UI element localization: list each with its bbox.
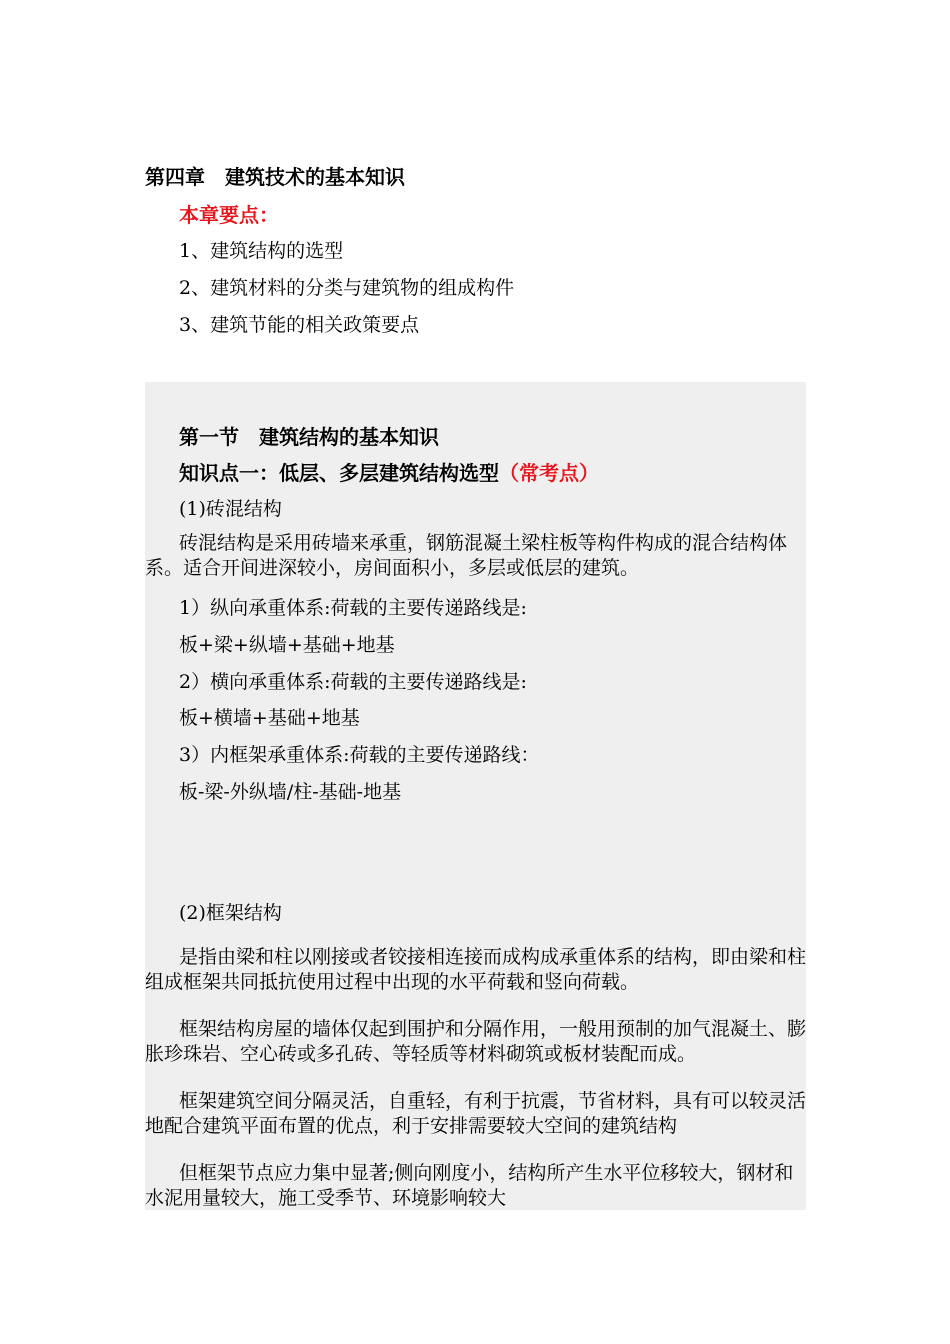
key-point-1: 1、建筑结构的选型 — [179, 240, 344, 262]
brick-item-5: 3）内框架承重体系:荷载的主要传递路线： — [179, 744, 540, 766]
brick-description: 砖混结构是采用砖墙来承重，钢筋混凝土梁柱板等构件构成的混合结构体系。适合开间进深较小，房间面积小，多层或低层的建筑。 — [145, 532, 788, 579]
brick-heading: (1)砖混结构 — [179, 498, 282, 520]
frame-paragraph-1: 是指由梁和柱以刚接或者铰接相连接而成构成承重体系的结构，即由梁和柱组成框架共同抵抗使用过程中出现的水平荷载和竖向荷载。 — [145, 946, 807, 993]
key-point-2: 2、建筑材料的分类与建筑物的组成构件 — [179, 277, 515, 299]
key-points-label: 本章要点： — [179, 203, 279, 227]
brick-item-3: 2）横向承重体系:荷载的主要传递路线是: — [179, 671, 527, 693]
brick-item-6: 板-梁-外纵墙/柱-基础-地基 — [179, 781, 402, 803]
frame-heading: (2)框架结构 — [179, 902, 282, 924]
brick-item-1: 1）纵向承重体系:荷载的主要传递路线是: — [179, 597, 527, 619]
frame-paragraph-3: 框架建筑空间分隔灵活，自重轻，有利于抗震，节省材料，具有可以较灵活地配合建筑平面布置的优点，利于安排需要较大空间的建筑结构 — [145, 1090, 807, 1137]
section-title: 第一节 建筑结构的基本知识 — [179, 425, 439, 449]
frame-paragraph-4: 但框架节点应力集中显著;侧向刚度小，结构所产生水平位移较大，钢材和水泥用量较大，施工受季节、环境影响较大 — [145, 1162, 794, 1209]
knowledge-point-label: 知识点一：低层、多层建筑结构选型 — [179, 461, 499, 485]
chapter-title: 第四章 建筑技术的基本知识 — [145, 165, 405, 189]
knowledge-point-tag: （常考点） — [499, 461, 599, 485]
brick-item-2: 板+梁+纵墙+基础+地基 — [179, 634, 395, 656]
knowledge-point-title — [179, 457, 599, 486]
frame-paragraph-2: 框架结构房屋的墙体仅起到围护和分隔作用，一般用预制的加气混凝土、膨胀珍珠岩、空心砖或多孔砖、等轻质等材料砌筑或板材装配而成。 — [145, 1018, 807, 1065]
brick-item-4: 板+横墙+基础+地基 — [179, 707, 360, 729]
key-point-3: 3、建筑节能的相关政策要点 — [179, 314, 420, 336]
